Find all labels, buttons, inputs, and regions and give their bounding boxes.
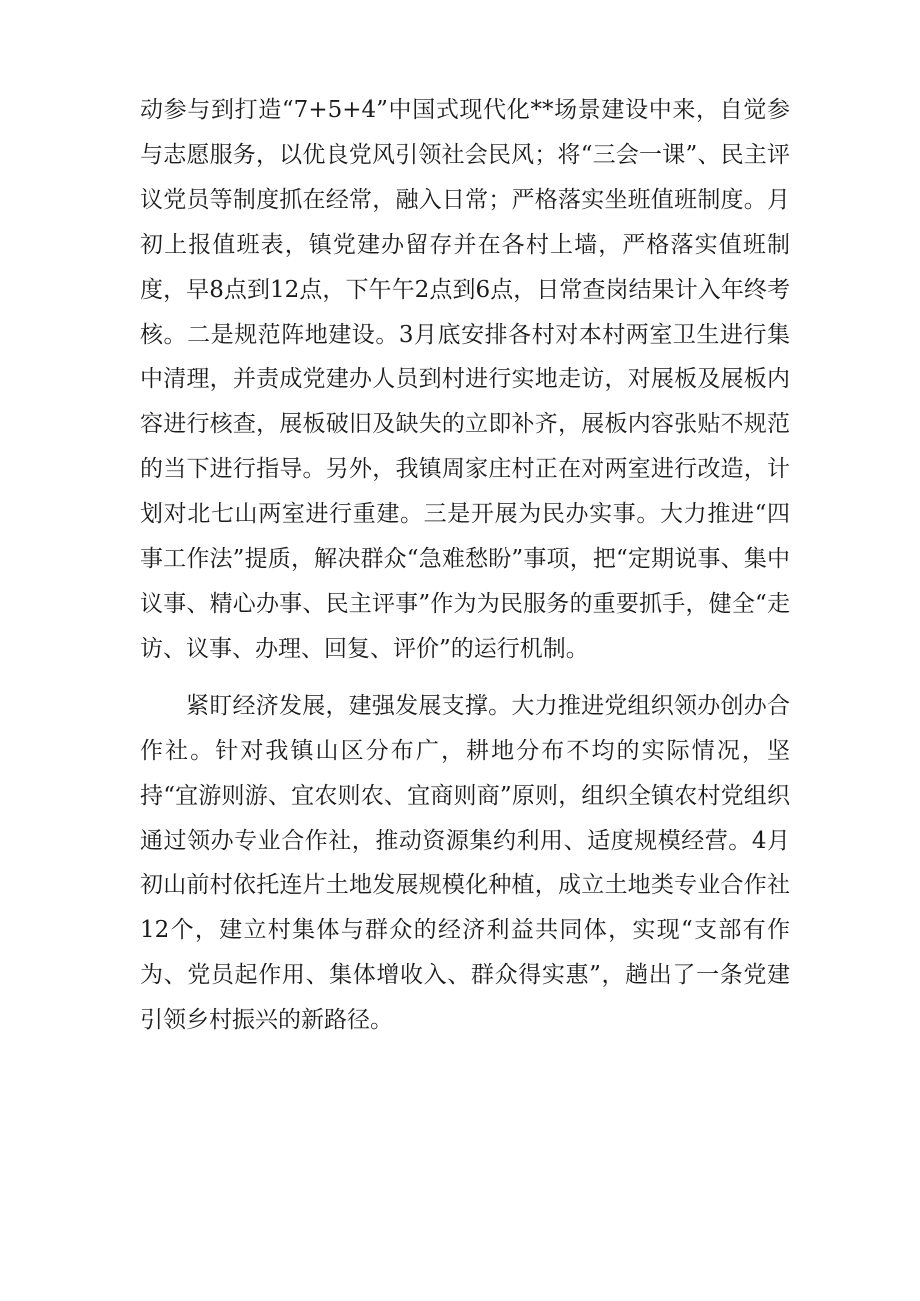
document-body <box>140 88 790 1043</box>
paragraph-party-building: 动参与到打造“7+5+4”中国式现代化**场景建设中来，自觉参与志愿服务，以优良党风引领社会民风；将“三会一课”、民主评议党员等制度抓在经常，融入日常；严格落实坐班值班制度。月初上报值班表，镇党建办留存并在各村上墙，严格落实值班制度，早8点到12点，下午午2点到6点，日常查岗结果计入年终考核。二是规范阵地建设。3月底安排各村对本村两室卫生进行集中清理，并责成党建办人员到村进行实地走访，对展板及展板内容进行核查，展板破旧及缺失的立即补齐，展板内容张贴不规范的当下进行指导。另外，我镇周家庄村正在对两室进行改造，计划对北七山两室进行重建。三是开展为民办实事。大力推进“四事工作法”提质，解决群众“急难愁盼”事项，把“定期说事、集中议事、精心办事、民主评事”作为为民服务的重要抓手，健全“走访、议事、办理、回复、评价”的运行机制。 <box>140 97 790 662</box>
paragraph-economic-development: 紧盯经济发展，建强发展支撑。大力推进党组织领办创办合作社。针对我镇山区分布广，耕地分布不均的实际情况，坚持“宜游则游、宜农则农、宜商则商”原则，组织全镇农村党组织通过领办专业合作社，推动资源集约利用、适度规模经营。4月初山前村依托连片土地发展规模化种植，成立土地类专业合作社12个，建立村集体与群众的经济利益共同体，实现“支部有作为、党员起作用、集体增收入、群众得实惠”，趟出了一条党建引领乡村振兴的新路径。 <box>140 692 790 1034</box>
